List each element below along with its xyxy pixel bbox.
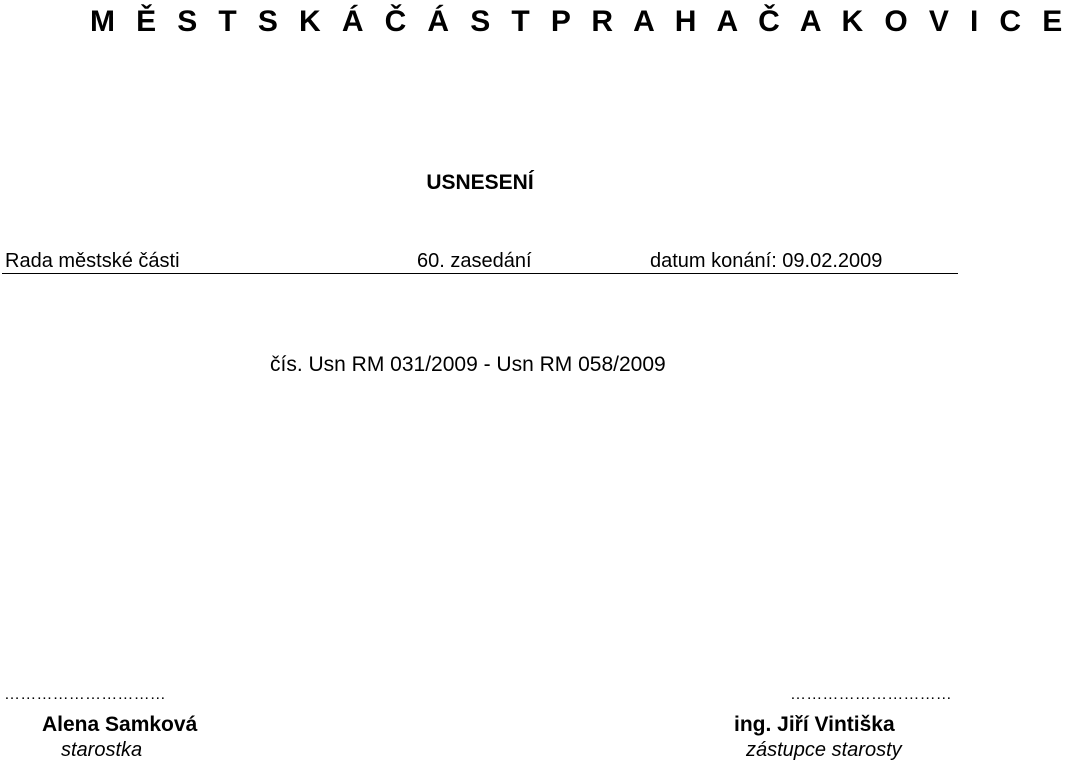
signatory-name-right: ing. Jiří Vintiška <box>734 713 895 736</box>
signatory-role-left: starostka <box>61 739 143 761</box>
header-divider <box>2 273 958 274</box>
council-name: Rada městské části <box>5 250 180 272</box>
document-title: USNESENÍ <box>426 171 534 194</box>
signature-line-right: ………………………… <box>790 686 952 703</box>
signatory-role-right: zástupce starosty <box>746 739 902 761</box>
session-date: datum konání: 09.02.2009 <box>650 250 883 272</box>
resolution-range: čís. Usn RM 031/2009 - Usn RM 058/2009 <box>270 353 666 376</box>
session-number: 60. zasedání <box>417 250 532 272</box>
signatory-name-left: Alena Samková <box>42 713 198 736</box>
institution-heading: M Ě S T S K Á Č Á S T P R A H A Č A K O V I C E <box>90 5 1069 38</box>
signature-line-left: ………………………… <box>4 686 166 703</box>
